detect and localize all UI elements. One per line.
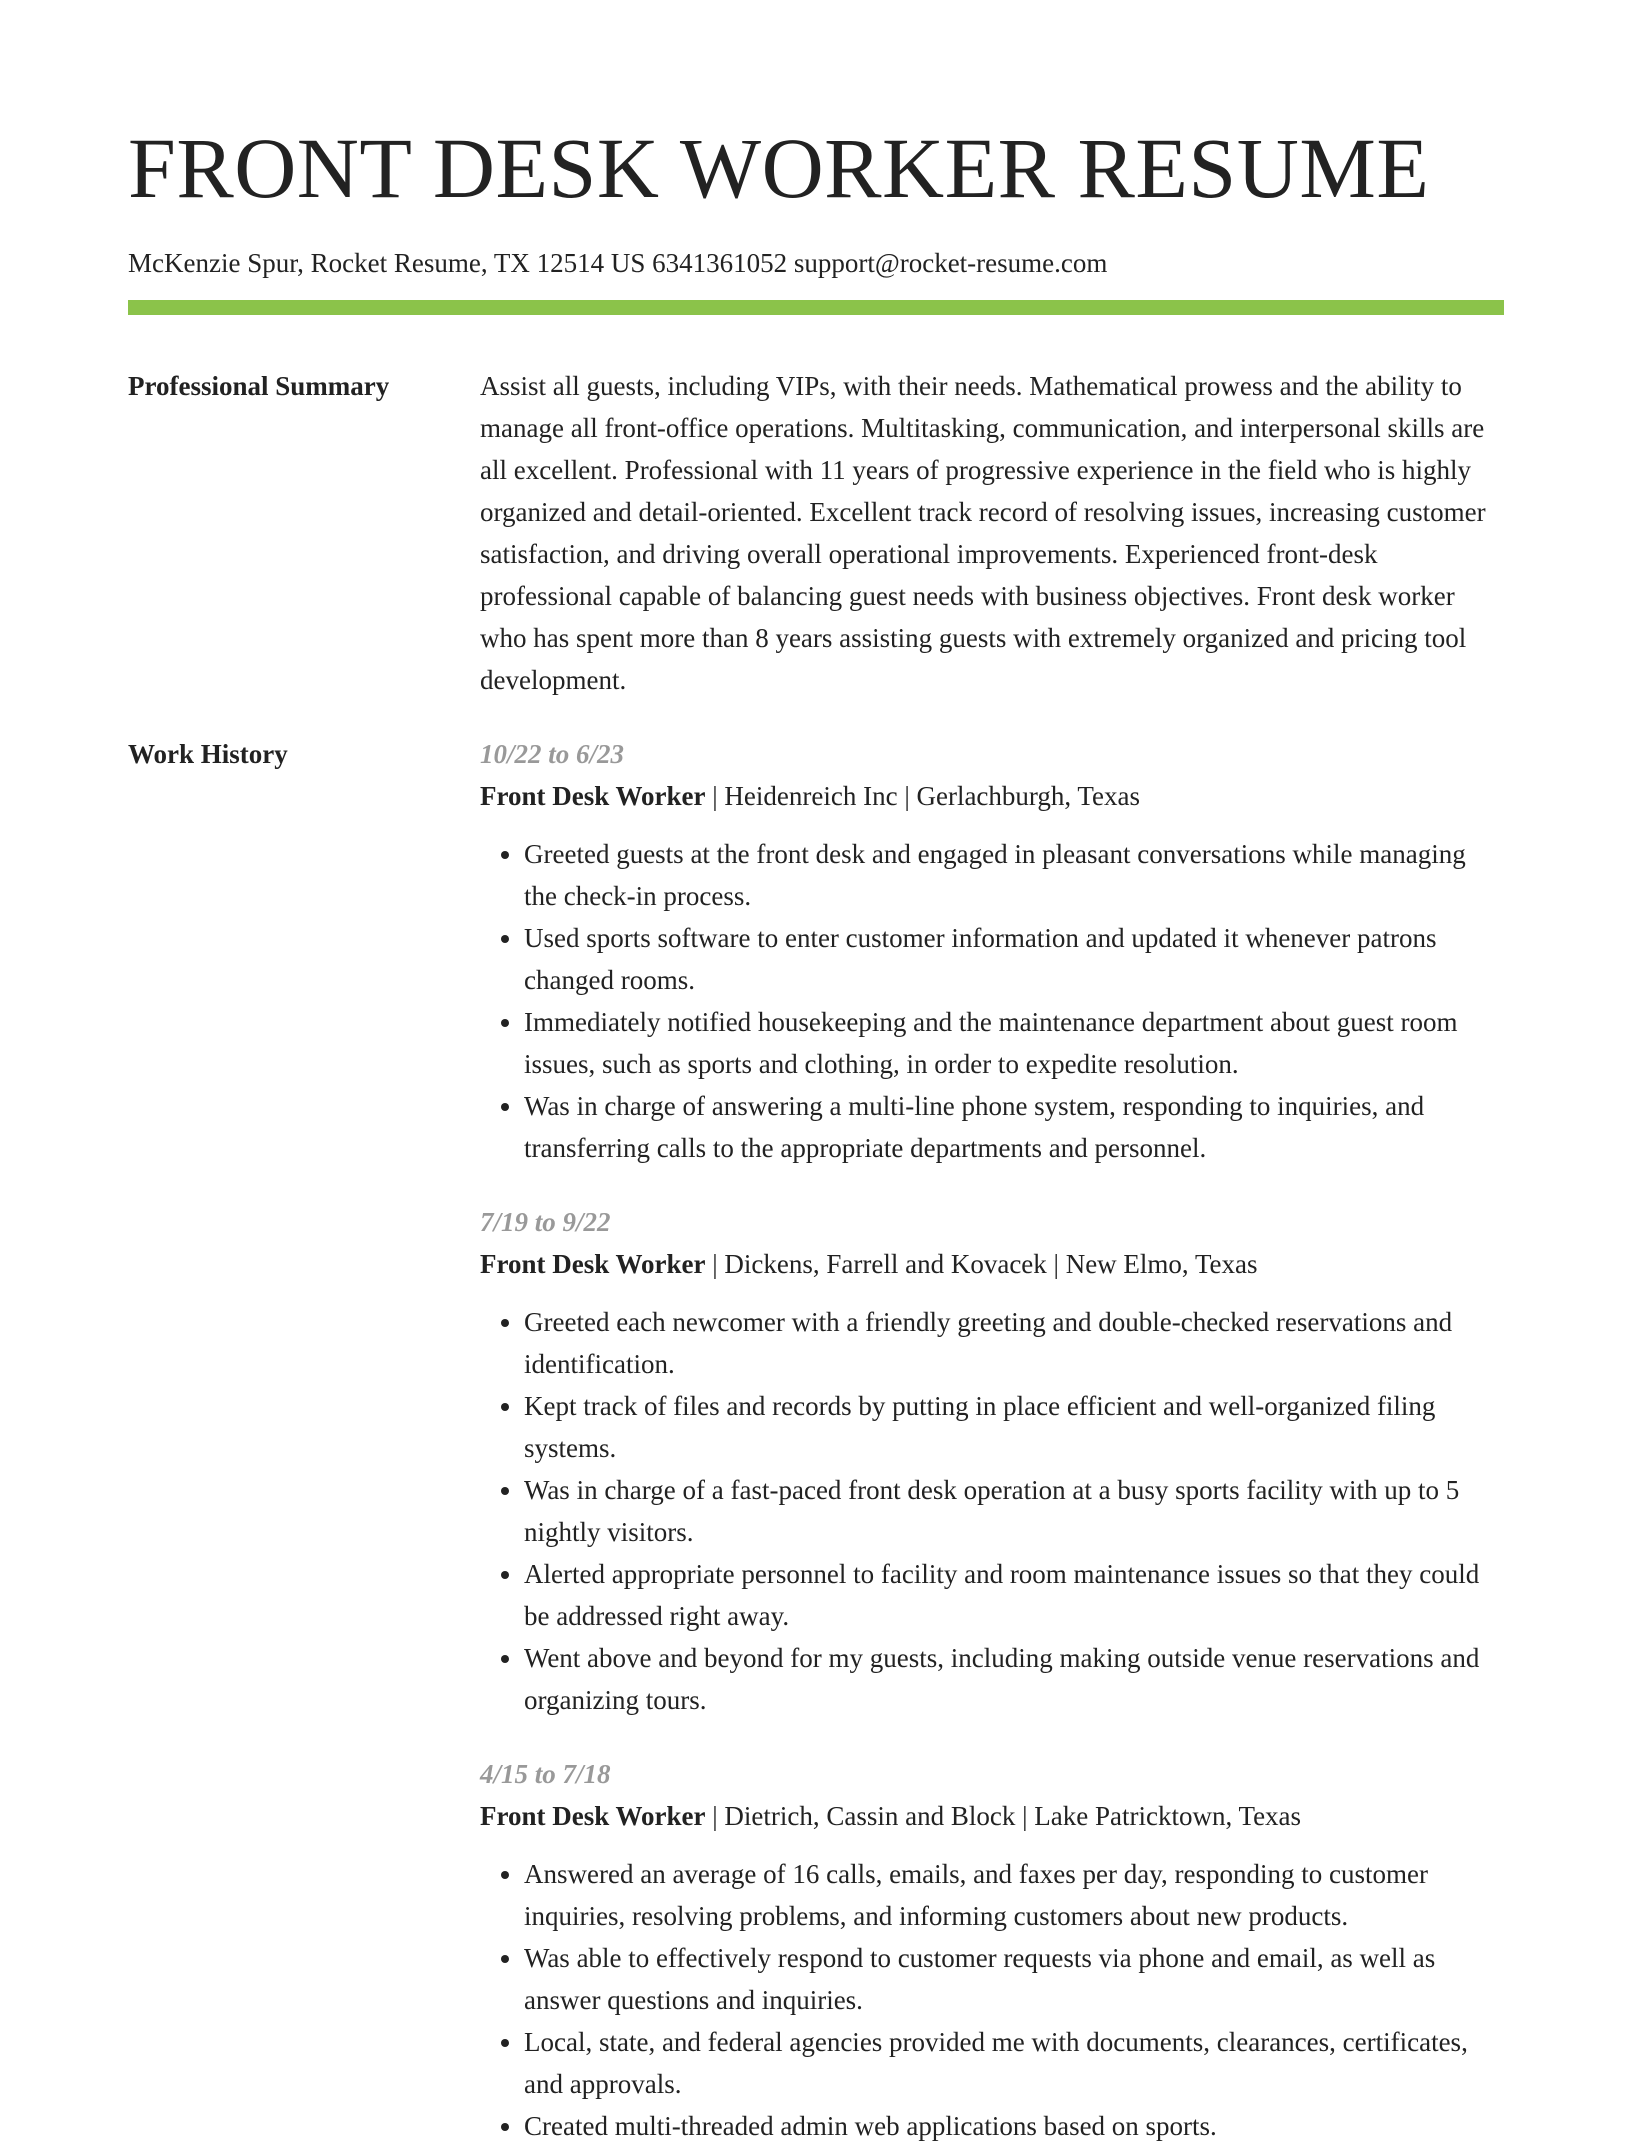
job-entry — [480, 733, 1504, 1169]
jobs-list — [480, 733, 1504, 2147]
job-bullet: • Was able to effectively respond to customer requests via phone and email, as well as answer questions and inquiries. — [524, 1937, 1504, 2021]
job-bullet: • Created multi-threaded admin web applications based on sports. — [524, 2105, 1504, 2147]
job-title-line — [480, 775, 1504, 817]
separator: | — [705, 781, 725, 811]
resume-page — [128, 0, 1504, 2147]
accent-divider — [128, 300, 1504, 315]
summary-text: Assist all guests, including VIPs, with their needs. Mathematical prowess and the ability to manage all front-office operations. Multitasking, communication, and interpersonal skills are all excellent. Professional with 11 years of progressive experience in the field who is highly organized and detail-oriented. Excellent track record of resolving issues, increasing customer satisfaction, and driving overall operational improvements. Experienced front-desk professional capable of balancing guest needs with business objectives. Front desk worker who has spent more than 8 years assisting guests with extremely organized and pricing tool development. — [480, 371, 1486, 695]
job-bullets — [480, 833, 1504, 1169]
job-bullet: • Greeted guests at the front desk and engaged in pleasant conversations while managing the check-in process. — [524, 833, 1504, 917]
job-role: Front Desk Worker — [480, 1801, 706, 1831]
job-bullet: • Used sports software to enter customer information and updated it whenever patrons changed rooms. — [524, 917, 1504, 1001]
job-company: Dietrich, Cassin and Block — [724, 1801, 1016, 1831]
job-role: Front Desk Worker — [480, 1249, 706, 1279]
job-location: New Elmo, Texas — [1065, 1249, 1258, 1279]
job-location: Lake Patricktown, Texas — [1034, 1801, 1302, 1831]
job-bullet: • Was in charge of answering a multi-line phone system, responding to inquiries, and transferring calls to the appropriate departments and personnel. — [524, 1085, 1504, 1169]
job-bullets — [480, 1853, 1504, 2147]
job-dates: 10/22 to 6/23 — [480, 739, 625, 769]
job-bullet: • Went above and beyond for my guests, including making outside venue reservations and organizing tours. — [524, 1637, 1504, 1721]
job-bullet: • Answered an average of 16 calls, emails, and faxes per day, responding to customer inquiries, resolving problems, and informing customers about new products. — [524, 1853, 1504, 1937]
separator: | — [1015, 1801, 1035, 1831]
job-dates: 7/19 to 9/22 — [480, 1207, 611, 1237]
job-entry — [480, 1201, 1504, 1721]
section-body — [480, 365, 1504, 701]
section-label: Work History — [128, 739, 288, 769]
job-company: Dickens, Farrell and Kovacek — [724, 1249, 1047, 1279]
job-role: Front Desk Worker — [480, 781, 706, 811]
separator: | — [897, 781, 917, 811]
work-history-section — [128, 733, 1504, 2147]
job-bullet: • Kept track of files and records by putting in place efficient and well-organized filing systems. — [524, 1385, 1504, 1469]
job-bullet: • Local, state, and federal agencies provided me with documents, clearances, certificates, and approvals. — [524, 2021, 1504, 2105]
separator: | — [705, 1801, 725, 1831]
separator: | — [1046, 1249, 1066, 1279]
section-label: Professional Summary — [128, 371, 390, 401]
job-company: Heidenreich Inc — [724, 781, 898, 811]
job-title-line — [480, 1243, 1504, 1285]
job-bullet: • Alerted appropriate personnel to facility and room maintenance issues so that they could be addressed right away. — [524, 1553, 1504, 1637]
resume-title: FRONT DESK WORKER RESUME — [128, 120, 1430, 216]
job-entry — [480, 1753, 1504, 2147]
professional-summary-section — [128, 365, 1504, 701]
job-bullet: • Immediately notified housekeeping and the maintenance department about guest room issues, such as sports and clothing, in order to expedite resolution. — [524, 1001, 1504, 1085]
job-title-line — [480, 1795, 1504, 1837]
job-location: Gerlachburgh, Texas — [916, 781, 1141, 811]
job-dates: 4/15 to 7/18 — [480, 1759, 611, 1789]
separator: | — [705, 1249, 725, 1279]
job-bullet: • Greeted each newcomer with a friendly greeting and double-checked reservations and identification. — [524, 1301, 1504, 1385]
job-bullets — [480, 1301, 1504, 1721]
contact-line: McKenzie Spur, Rocket Resume, TX 12514 US 6341361052 support@rocket-resume.com — [128, 248, 1108, 278]
job-bullet: • Was in charge of a fast-paced front desk operation at a busy sports facility with up to 5 nightly visitors. — [524, 1469, 1504, 1553]
